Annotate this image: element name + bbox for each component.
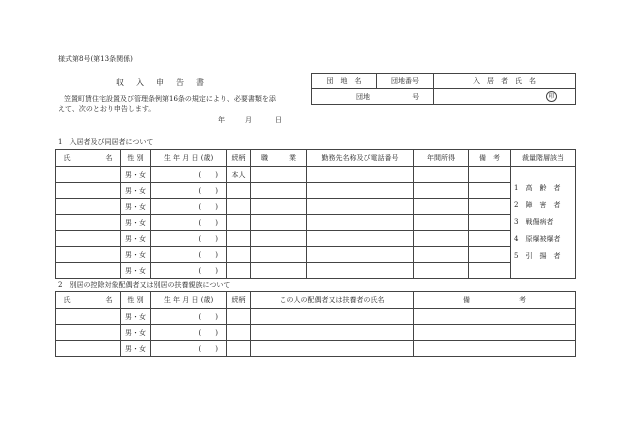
workplace-cell[interactable] <box>307 247 414 263</box>
spouse-cell[interactable] <box>251 325 414 341</box>
paren-open: ( <box>198 344 202 353</box>
paren-close: ) <box>215 344 218 353</box>
remarks-cell[interactable] <box>469 231 511 247</box>
section2-title: 2 別居の控除対象配偶者又は別居の扶養親族について <box>58 281 231 289</box>
table-row <box>56 309 576 325</box>
table-row <box>56 263 576 279</box>
birth-cell[interactable] <box>151 247 227 263</box>
resident-header-table <box>311 73 576 105</box>
birth-cell[interactable] <box>151 199 227 215</box>
category-item[interactable]: 4 原爆被爆者 <box>514 235 561 243</box>
remarks-cell[interactable] <box>469 215 511 231</box>
date-year: 年 <box>218 116 225 124</box>
birth-cell[interactable] <box>151 325 227 341</box>
name-cell[interactable] <box>56 309 121 325</box>
name-cell[interactable] <box>56 183 121 199</box>
occupation-cell[interactable] <box>251 167 307 183</box>
gender-cell[interactable]: 男・女 <box>121 199 151 215</box>
income-cell[interactable] <box>414 215 469 231</box>
name-cell[interactable] <box>56 199 121 215</box>
gender-cell[interactable]: 男・女 <box>121 231 151 247</box>
birth-cell[interactable] <box>151 183 227 199</box>
header-resident-name: 入 居 者 氏 名 <box>434 74 576 89</box>
table-row <box>56 231 576 247</box>
name-cell[interactable] <box>56 215 121 231</box>
s1-header-workplace: 勤務先名称及び電話番号 <box>307 150 414 167</box>
remarks-cell[interactable] <box>469 263 511 279</box>
paren-open: ( <box>198 234 202 243</box>
s2-header-spouse: この人の配偶者又は扶養者の氏名 <box>251 292 414 309</box>
paren-open: ( <box>198 266 202 275</box>
intro-line-2: えて、次のとおり申告します。 <box>58 105 156 113</box>
paren-close: ) <box>215 266 218 275</box>
s2-header-name: 氏 名 <box>56 292 121 309</box>
relation-cell[interactable] <box>227 215 251 231</box>
relation-cell[interactable] <box>227 325 251 341</box>
birth-cell[interactable] <box>151 215 227 231</box>
gender-cell[interactable]: 男・女 <box>121 309 151 325</box>
birth-cell[interactable] <box>151 263 227 279</box>
form-title: 収 入 申 告 書 <box>116 78 206 87</box>
relation-cell[interactable] <box>227 309 251 325</box>
occupation-cell[interactable] <box>251 247 307 263</box>
occupation-cell[interactable] <box>251 263 307 279</box>
table-row <box>56 199 576 215</box>
table-row <box>56 325 576 341</box>
gender-cell[interactable]: 男・女 <box>121 167 151 183</box>
paren-open: ( <box>198 312 202 321</box>
table-row <box>56 341 576 357</box>
remarks-cell[interactable] <box>469 199 511 215</box>
income-cell[interactable] <box>414 167 469 183</box>
s1-header-remarks: 備 考 <box>469 150 511 167</box>
spouse-cell[interactable] <box>251 309 414 325</box>
remarks-cell[interactable] <box>469 247 511 263</box>
workplace-cell[interactable] <box>307 231 414 247</box>
s1-header-name: 氏 名 <box>56 150 121 167</box>
paren-close: ) <box>215 234 218 243</box>
form-number: 様式第8号(第13条関係) <box>58 55 133 63</box>
name-cell[interactable] <box>56 167 121 183</box>
name-cell[interactable] <box>56 231 121 247</box>
deduction-category-list <box>511 167 576 279</box>
s1-header-occupation: 職 業 <box>251 150 307 167</box>
date-month: 月 <box>245 116 252 124</box>
number-label: 号 <box>412 92 420 101</box>
category-item[interactable]: 2 障 害 者 <box>514 201 561 209</box>
birth-cell[interactable] <box>151 231 227 247</box>
s1-header-deduction: 裁量階層該当 <box>511 150 576 167</box>
table-row <box>56 167 576 183</box>
gender-cell[interactable]: 男・女 <box>121 247 151 263</box>
birth-cell[interactable] <box>151 309 227 325</box>
category-item[interactable]: 1 高 齢 者 <box>514 184 561 192</box>
danchi-number-field[interactable] <box>312 89 434 105</box>
table-row <box>56 215 576 231</box>
income-cell[interactable] <box>414 199 469 215</box>
resident-name-field[interactable] <box>434 89 576 105</box>
relation-cell[interactable] <box>227 247 251 263</box>
remarks-cell[interactable] <box>414 341 576 357</box>
remarks-cell[interactable] <box>414 309 576 325</box>
paren-close: ) <box>215 202 218 211</box>
name-cell[interactable] <box>56 263 121 279</box>
gender-cell[interactable]: 男・女 <box>121 325 151 341</box>
paren-close: ) <box>215 170 218 179</box>
paren-open: ( <box>198 202 202 211</box>
gender-cell[interactable]: 男・女 <box>121 215 151 231</box>
section2-table <box>55 291 576 357</box>
name-cell[interactable] <box>56 341 121 357</box>
s2-header-remarks: 備 考 <box>414 292 576 309</box>
occupation-cell[interactable] <box>251 183 307 199</box>
section1-title: 1 入居者及び同居者について <box>58 138 154 146</box>
name-cell[interactable] <box>56 247 121 263</box>
remarks-cell[interactable] <box>414 325 576 341</box>
gender-cell[interactable]: 男・女 <box>121 183 151 199</box>
income-cell[interactable] <box>414 183 469 199</box>
paren-close: ) <box>215 250 218 259</box>
paren-open: ( <box>198 218 202 227</box>
date-day: 日 <box>275 116 282 124</box>
seal-mark: 印 <box>546 91 557 102</box>
paren-open: ( <box>198 170 202 179</box>
relation-cell[interactable] <box>227 263 251 279</box>
income-cell[interactable] <box>414 263 469 279</box>
relation-cell[interactable] <box>227 341 251 357</box>
workplace-cell[interactable] <box>307 199 414 215</box>
s2-header-relation: 続柄 <box>227 292 251 309</box>
relation-cell[interactable] <box>227 231 251 247</box>
section1-table <box>55 149 576 279</box>
paren-close: ) <box>215 328 218 337</box>
s1-header-gender: 性 別 <box>121 150 151 167</box>
income-cell[interactable] <box>414 231 469 247</box>
workplace-cell[interactable] <box>307 215 414 231</box>
table-row <box>56 183 576 199</box>
birth-cell[interactable] <box>151 341 227 357</box>
workplace-cell[interactable] <box>307 167 414 183</box>
birth-cell[interactable] <box>151 167 227 183</box>
paren-open: ( <box>198 250 202 259</box>
relation-cell: 本人 <box>227 167 251 183</box>
header-danchi-name: 団 地 名 <box>312 74 377 89</box>
occupation-cell[interactable] <box>251 231 307 247</box>
category-item[interactable]: 5 引 揚 者 <box>514 252 561 260</box>
s2-header-gender: 性 別 <box>121 292 151 309</box>
header-danchi-number: 団地番号 <box>377 74 434 89</box>
income-cell[interactable] <box>414 247 469 263</box>
remarks-cell[interactable] <box>469 167 511 183</box>
gender-cell[interactable]: 男・女 <box>121 341 151 357</box>
s1-header-relation: 続柄 <box>227 150 251 167</box>
relation-cell[interactable] <box>227 183 251 199</box>
relation-cell[interactable] <box>227 199 251 215</box>
remarks-cell[interactable] <box>469 183 511 199</box>
paren-open: ( <box>198 328 202 337</box>
paren-close: ) <box>215 312 218 321</box>
s1-header-income: 年間所得 <box>414 150 469 167</box>
paren-close: ) <box>215 186 218 195</box>
occupation-cell[interactable] <box>251 215 307 231</box>
s1-header-birth: 生 年 月 日 (歳) <box>151 150 227 167</box>
danchi-label: 団地 <box>356 92 370 101</box>
name-cell[interactable] <box>56 325 121 341</box>
spouse-cell[interactable] <box>251 341 414 357</box>
category-item[interactable]: 3 戦傷病者 <box>514 218 554 226</box>
intro-line-1: 笠置町賃住宅設置及び管理条例第16条の規定により、必要書類を添 <box>64 95 276 103</box>
paren-open: ( <box>198 186 202 195</box>
table-row <box>56 247 576 263</box>
gender-cell[interactable]: 男・女 <box>121 263 151 279</box>
workplace-cell[interactable] <box>307 263 414 279</box>
workplace-cell[interactable] <box>307 183 414 199</box>
occupation-cell[interactable] <box>251 199 307 215</box>
paren-close: ) <box>215 218 218 227</box>
s2-header-birth: 生 年 月 日 (歳) <box>151 292 227 309</box>
